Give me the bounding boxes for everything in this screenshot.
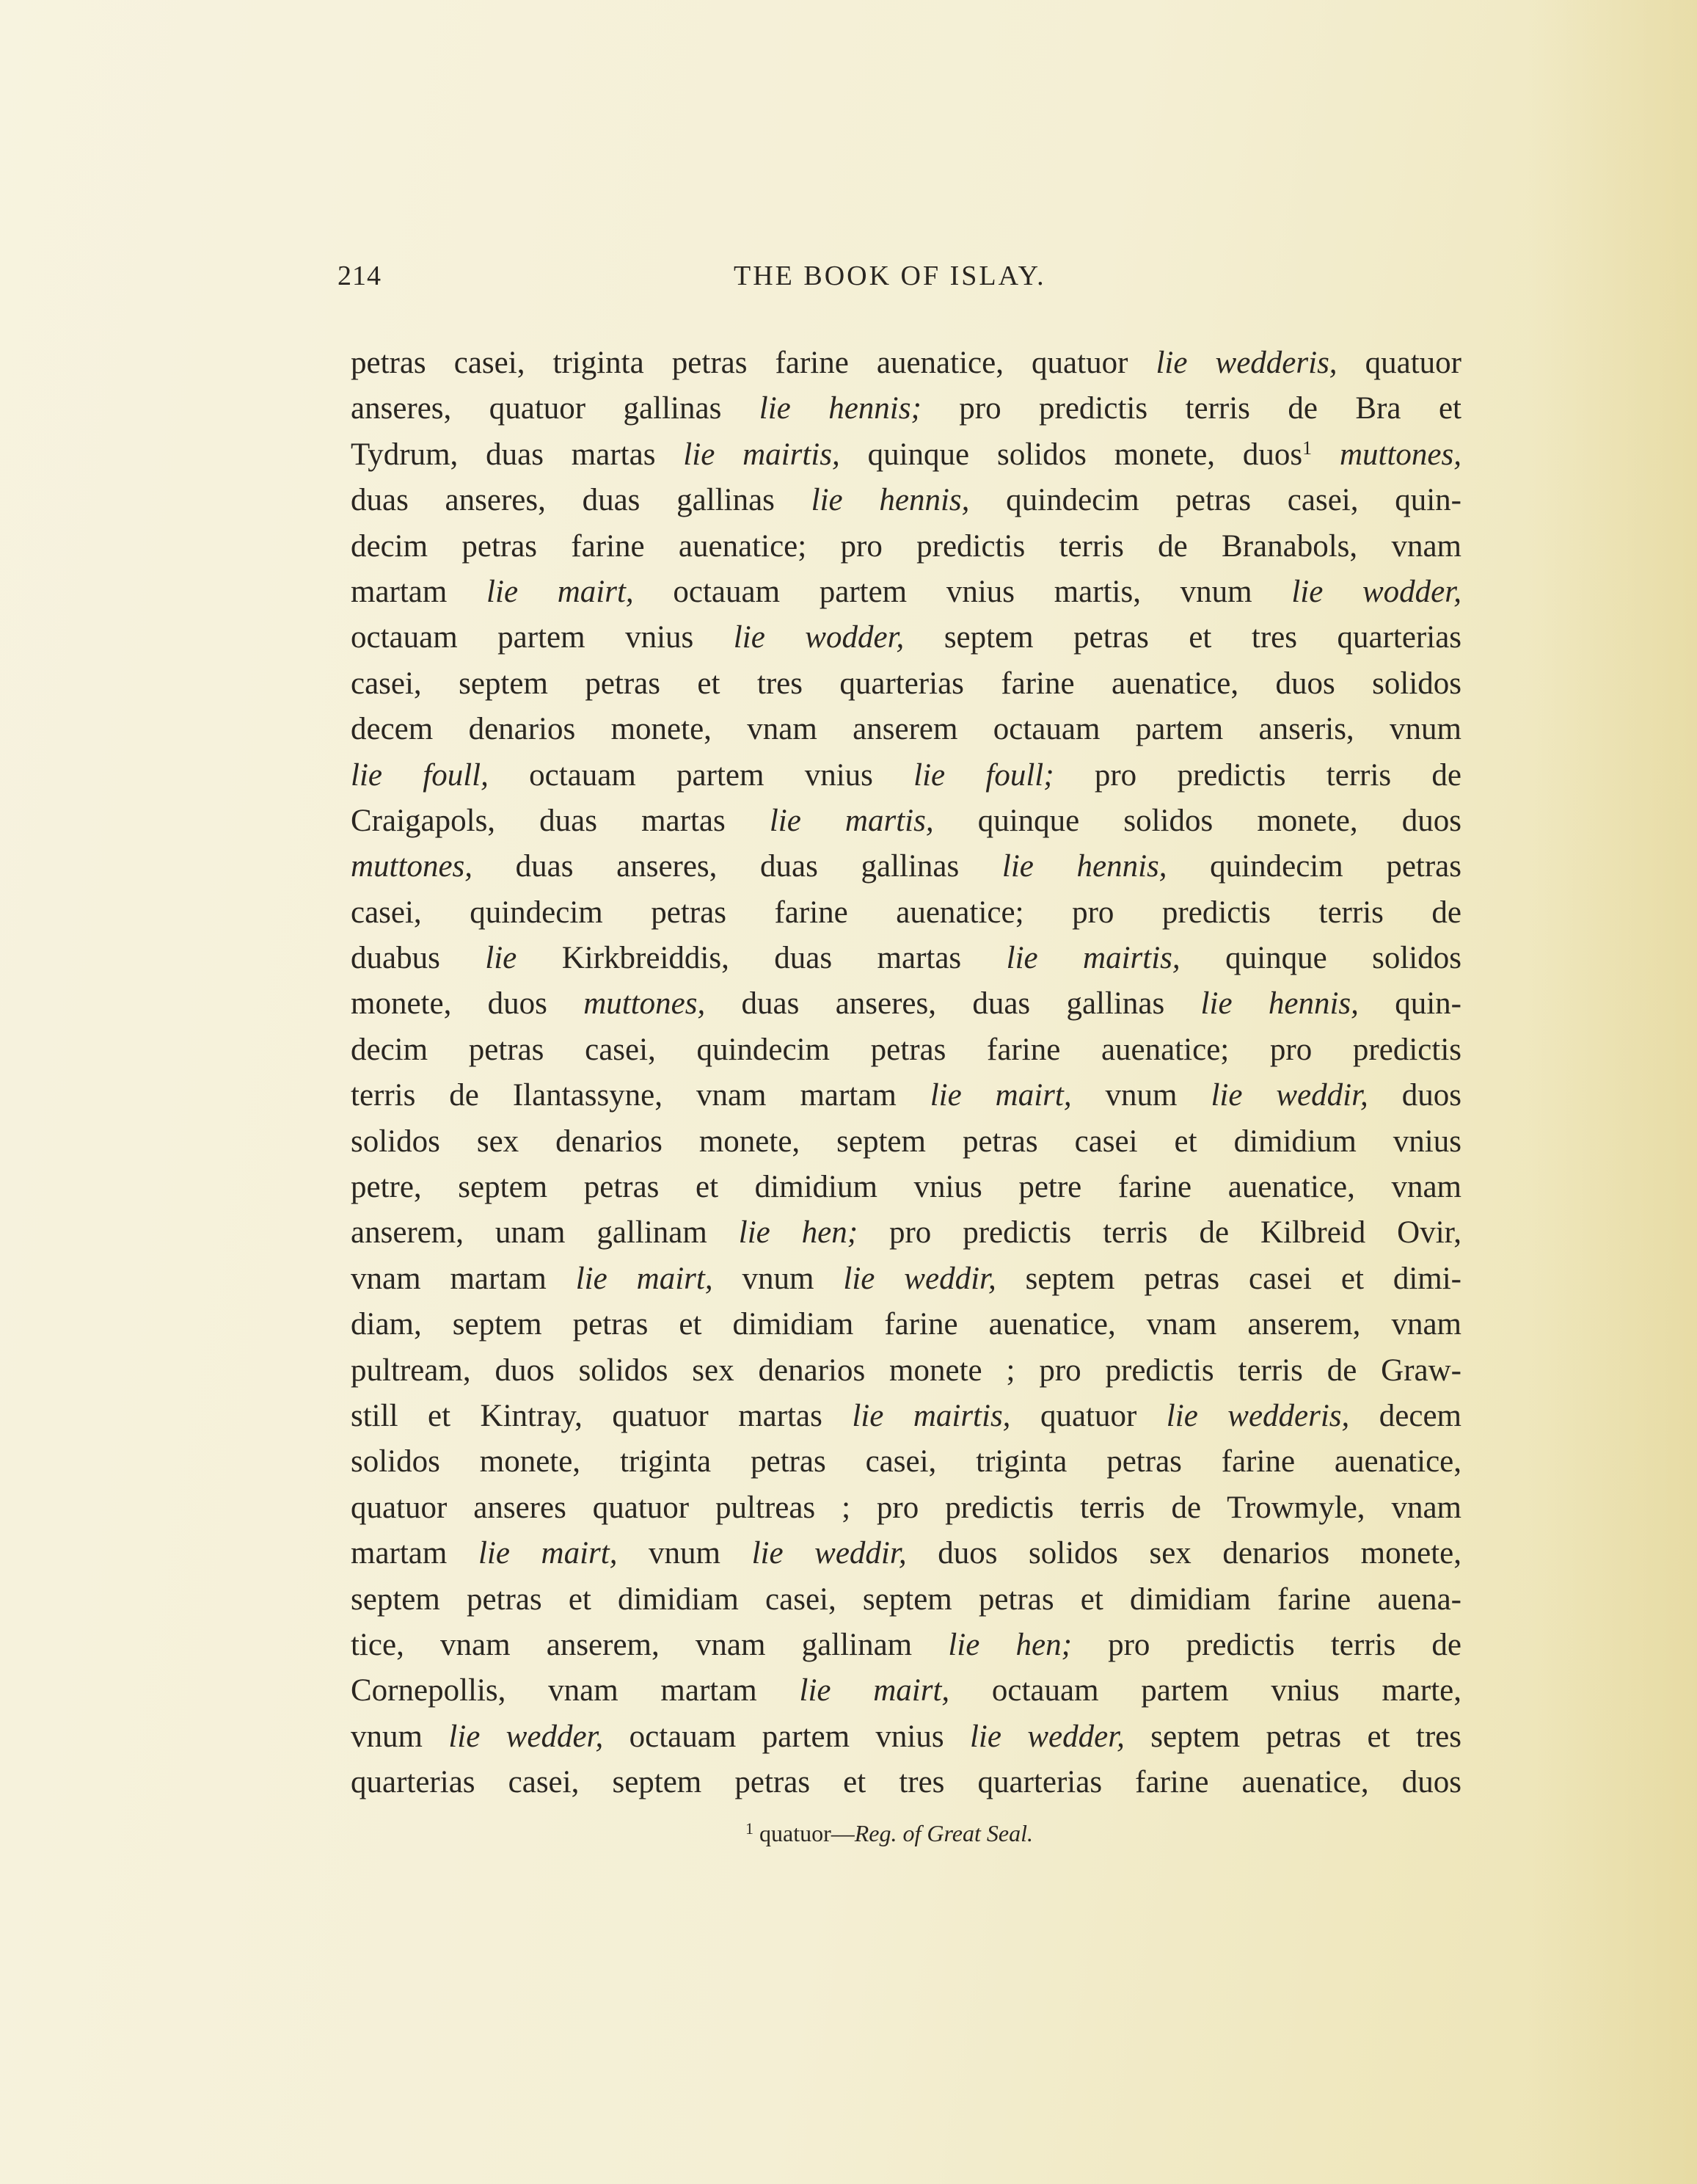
text-line — [351, 1577, 1461, 1623]
text-run: diam, septem petras et dimidiam farine auenatice, vnam anserem, vnam — [351, 1307, 1461, 1342]
italic-term: lie wedderis, — [1166, 1398, 1350, 1433]
text-run: duas anseres, duas gallinas — [705, 986, 1201, 1022]
text-line — [351, 890, 1461, 936]
text-run: vnum — [351, 1719, 449, 1754]
text-run: solidos sex denarios monete, septem petras casei et dimidium vnius — [351, 1124, 1461, 1159]
italic-term: lie hen; — [948, 1627, 1072, 1662]
text-run: duas anseres, duas gallinas — [351, 483, 811, 518]
text-run: quatuor — [1337, 346, 1461, 380]
text-line — [351, 844, 1461, 889]
text-run: monete, duos — [351, 986, 584, 1022]
text-run: Craigapols, duas martas — [351, 803, 770, 838]
text-run: octauam partem vnius — [603, 1719, 970, 1754]
italic-term: lie hennis, — [1001, 849, 1167, 884]
italic-term: lie hen; — [738, 1215, 858, 1251]
text-line — [351, 1119, 1461, 1165]
text-line — [351, 386, 1461, 432]
text-run: pro predictis terris de — [1054, 757, 1461, 793]
text-run: decim petras casei, quindecim petras farine auenatice; pro predictis — [351, 1032, 1461, 1067]
text-run: decem — [1349, 1398, 1461, 1433]
italic-term: lie — [485, 941, 517, 976]
italic-term: lie hennis, — [1200, 986, 1359, 1022]
text-run: duos solidos sex denarios monete, — [906, 1536, 1461, 1571]
text-run: quinque solidos — [1180, 941, 1461, 976]
italic-term: lie mairt, — [930, 1078, 1072, 1113]
text-run: Kirkbreiddis, duas martas — [517, 941, 1007, 976]
body-text — [351, 341, 1461, 1806]
footnote-marker: 1 — [745, 1819, 753, 1838]
text-run: petre, septem petras et dimidium vnius petre farine auenatice, vnam — [351, 1170, 1461, 1205]
text-line — [351, 1485, 1461, 1531]
text-run: pro predictis terris de — [1071, 1627, 1461, 1662]
text-line — [351, 432, 1461, 478]
italic-term: lie wodder, — [733, 620, 905, 655]
text-run: octauam partem vnius marte, — [949, 1673, 1461, 1708]
text-run: quarterias casei, septem petras et tres quarterias farine auenatice, duos — [351, 1765, 1461, 1800]
text-run: octauam partem vnius — [488, 757, 914, 793]
text-run — [1312, 437, 1340, 472]
text-line — [351, 936, 1461, 981]
text-run: vnum — [1071, 1078, 1211, 1113]
text-line — [351, 1714, 1461, 1760]
text-run: septem petras et tres — [1124, 1719, 1462, 1754]
italic-term: lie mairtis, — [683, 437, 840, 472]
italic-term: muttones, — [583, 986, 706, 1022]
text-line — [351, 661, 1461, 707]
text-line — [351, 1302, 1461, 1347]
book-title: THE BOOK OF ISLAY. — [734, 261, 1046, 291]
italic-term: lie wodder, — [1291, 574, 1461, 609]
italic-term: lie wedder, — [969, 1719, 1125, 1754]
text-line — [351, 1165, 1461, 1210]
text-run: martam — [351, 1536, 478, 1571]
italic-term: lie wedder, — [448, 1719, 604, 1754]
text-run: septem petras casei et dimi- — [996, 1261, 1461, 1296]
italic-term: lie mairt, — [575, 1261, 713, 1296]
text-line — [351, 524, 1461, 569]
text-run: quindecim petras — [1167, 849, 1462, 884]
text-run: quatuor anseres quatuor pultreas ; pro predictis terris de Trowmyle, vnam — [351, 1490, 1461, 1525]
text-run: solidos monete, triginta petras casei, triginta petras farine auenatice, — [351, 1444, 1461, 1479]
text-run: duas anseres, duas gallinas — [472, 849, 1002, 884]
text-run: anserem, unam gallinam — [351, 1215, 739, 1251]
text-line — [351, 1348, 1461, 1394]
text-run: septem petras et tres quarterias — [904, 620, 1462, 655]
text-run: quatuor — [1010, 1398, 1167, 1433]
italic-term: lie hennis; — [759, 391, 922, 426]
text-line — [351, 615, 1461, 660]
text-run: pro predictis terris de Kilbreid Ovir, — [858, 1215, 1462, 1251]
text-run: casei, septem petras et tres quarterias farine auenatice, duos solidos — [351, 666, 1461, 701]
text-run: pro predictis terris de Bra et — [921, 391, 1461, 426]
text-run: casei, quindecim petras farine auenatice; pro predictis terris de — [351, 895, 1461, 930]
italic-term: lie foull; — [913, 757, 1054, 793]
text-run: vnum — [617, 1536, 752, 1571]
italic-term: lie foull, — [351, 757, 489, 793]
text-run: Cornepollis, vnam martam — [351, 1673, 800, 1708]
footnote — [745, 1820, 1033, 1847]
text-line — [351, 798, 1461, 844]
text-line — [351, 1531, 1461, 1576]
text-run: vnum — [712, 1261, 844, 1296]
text-run: octauam partem vnius — [351, 620, 734, 655]
italic-term: lie weddir, — [1211, 1078, 1368, 1113]
text-line — [351, 341, 1461, 386]
text-run: duabus — [351, 941, 486, 976]
italic-term: lie martis, — [769, 803, 934, 838]
italic-term: lie mairt, — [799, 1673, 950, 1708]
italic-term: lie hennis, — [811, 483, 970, 518]
text-run: vnam martam — [351, 1261, 576, 1296]
italic-term: lie mairt, — [486, 574, 634, 609]
italic-term: lie mairtis, — [1006, 941, 1180, 976]
text-run: martam — [351, 574, 487, 609]
footnote-reference: 1 — [1302, 437, 1313, 459]
text-run: duos — [1368, 1078, 1461, 1113]
italic-term: lie weddir, — [751, 1536, 907, 1571]
footnote-text: quatuor— — [759, 1820, 855, 1846]
text-line — [351, 707, 1461, 752]
text-line — [351, 1668, 1461, 1714]
text-line — [351, 1394, 1461, 1439]
italic-term: muttones, — [1339, 437, 1462, 472]
text-run: quinque solidos monete, duos — [839, 437, 1303, 472]
text-run: decem denarios monete, vnam anserem octauam partem anseris, vnum — [351, 712, 1461, 747]
text-run: quinque solidos monete, duos — [933, 803, 1461, 838]
text-run: quin- — [1358, 986, 1461, 1022]
text-line — [351, 981, 1461, 1027]
text-run: anseres, quatuor gallinas — [351, 391, 759, 426]
text-line — [351, 1256, 1461, 1302]
italic-term: lie mairtis, — [852, 1398, 1011, 1433]
running-head — [337, 260, 1467, 298]
text-run: quindecim petras casei, quin- — [969, 483, 1462, 518]
italic-term: muttones, — [351, 849, 473, 884]
page-edge-discoloration — [1528, 0, 1697, 2184]
text-line — [351, 478, 1461, 523]
italic-term: lie mairt, — [478, 1536, 618, 1571]
text-line — [351, 1210, 1461, 1256]
text-run: septem petras et dimidiam casei, septem petras et dimidiam farine auena- — [351, 1581, 1461, 1617]
text-run: petras casei, triginta petras farine auenatice, quatuor — [351, 346, 1156, 380]
text-line — [351, 1760, 1461, 1805]
italic-term: lie weddir, — [843, 1261, 996, 1296]
italic-term: lie wedderis, — [1156, 346, 1337, 380]
footnote-source: Reg. of Great Seal. — [854, 1820, 1033, 1846]
page-number: 214 — [337, 261, 382, 291]
text-line — [351, 1623, 1461, 1668]
text-run: still et Kintray, quatuor martas — [351, 1398, 853, 1433]
text-run: pultream, duos solidos sex denarios monete ; pro predictis terris de Graw- — [351, 1353, 1461, 1388]
text-line — [351, 569, 1461, 615]
text-run: tice, vnam anserem, vnam gallinam — [351, 1627, 949, 1662]
text-run: octauam partem vnius martis, vnum — [633, 574, 1292, 609]
text-line — [351, 1439, 1461, 1485]
text-run: decim petras farine auenatice; pro predictis terris de Branabols, vnam — [351, 528, 1461, 564]
text-line — [351, 1073, 1461, 1118]
text-line — [351, 753, 1461, 798]
text-line — [351, 1027, 1461, 1073]
text-run: terris de Ilantassyne, vnam martam — [351, 1078, 930, 1113]
text-run: Tydrum, duas martas — [351, 437, 684, 472]
